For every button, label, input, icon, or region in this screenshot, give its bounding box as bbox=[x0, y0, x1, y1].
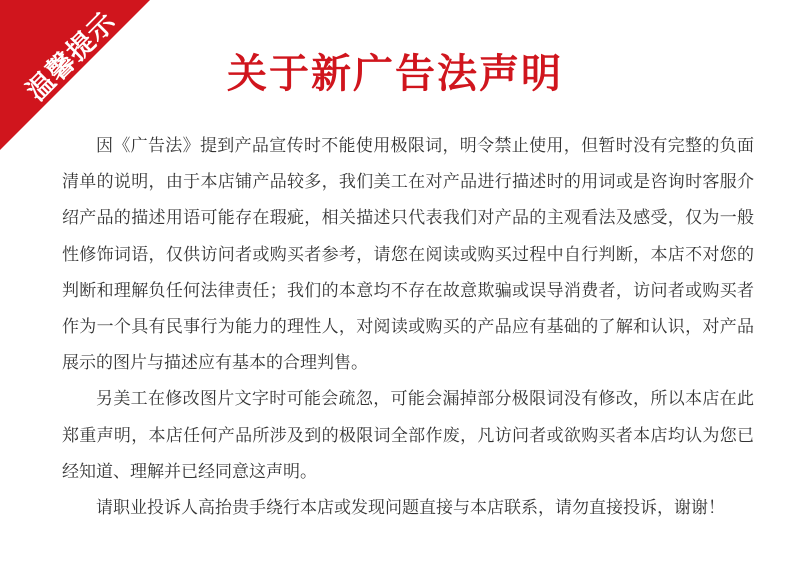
paragraph-2: 另美工在修改图片文字时可能会疏忽，可能会漏掉部分极限词没有修改，所以本店在此郑重声明，本店任何产品所涉及到的极限词全部作废，凡访问者或欲购买者本店均认为您已经知道、理解并已经同意这声明。 bbox=[62, 389, 754, 482]
page-title: 关于新广告法声明 bbox=[227, 51, 563, 97]
paragraph-3: 请职业投诉人高抬贵手绕行本店或发现问题直接与本店联系，请勿直接投诉，谢谢！ bbox=[96, 498, 725, 519]
statement-body bbox=[62, 128, 754, 526]
paragraph-1: 因《广告法》提到产品宣传时不能使用极限词，明令禁止使用，但暂时没有完整的负面清单的说明，由于本店铺产品较多，我们美工在对产品进行描述时的用词或是咨询时客服介绍产品的描述用语可能存在瑕疵，相关描述只代表我们对产品的主观看法及感受，仅为一般性修饰词语，仅供访问者或购买者参考，请您在阅读或购买过程中自行判断，本店不对您的判断和理解负任何法律责任；我们的本意均不存在故意欺骗或误导消费者，访问者或购买者作为一个具有民事行为能力的理性人，对阅读或购买的产品应有基础的了解和认识，对产品展示的图片与描述应有基本的合理判售。 bbox=[62, 136, 754, 374]
ribbon-label: 温馨提示 bbox=[21, 6, 123, 108]
